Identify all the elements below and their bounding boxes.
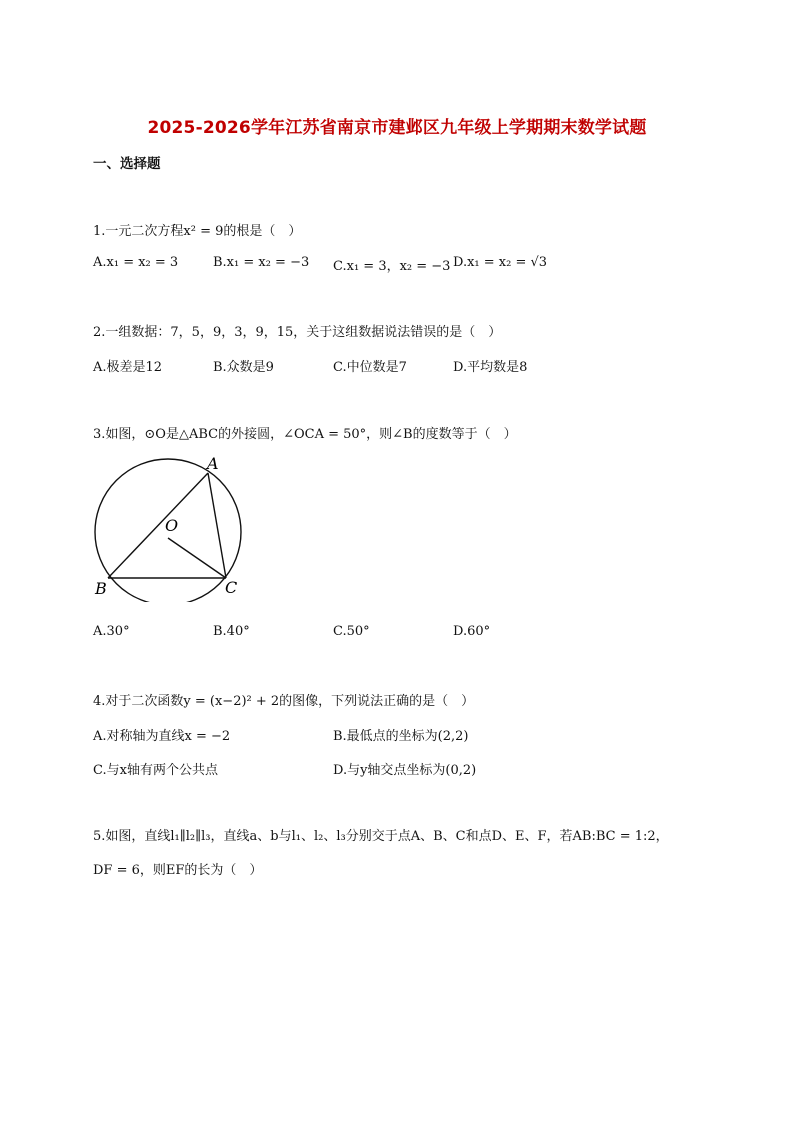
question-2-option-c: C.中位数是7 <box>333 360 407 375</box>
question-5-stem: 5.如图，直线l₁∥l₂∥l₃，直线a、b与l₁、l₂、l₃分别交于点A、B、C和点D、E、F，若AB:BC = 1:2， <box>93 829 669 844</box>
question-2-stem: 2.一组数据：7，5，9，3，9，15，关于这组数据说法错误的是（ ） <box>93 325 502 340</box>
question-1-option-a: A.x₁ = x₂ = 3 <box>93 255 179 270</box>
question-1-option-d: D.x₁ = x₂ = √3 <box>453 255 548 270</box>
question-3-option-c: C.50° <box>333 624 370 639</box>
label-a: A <box>207 454 219 473</box>
label-b: B <box>95 579 107 598</box>
question-4-stem: 4.对于二次函数y = (x−2)² + 2的图像，下列说法正确的是（ ） <box>93 694 475 709</box>
segment-ab <box>108 473 208 578</box>
question-3-stem: 3.如图，⊙O是△ABC的外接圆，∠OCA = 50°，则∠B的度数等于（ ） <box>93 427 517 442</box>
question-3-option-b: B.40° <box>213 624 250 639</box>
page-title: 2025-2026学年江苏省南京市建邺区九年级上学期期末数学试题 <box>147 118 647 138</box>
segment-oc <box>168 538 226 578</box>
question-4-option-b: B.最低点的坐标为(2,2) <box>333 729 469 744</box>
circumcircle-diagram <box>90 452 250 602</box>
question-2-option-d: D.平均数是8 <box>453 360 528 375</box>
question-1-option-b: B.x₁ = x₂ = −3 <box>213 255 310 270</box>
segment-ac <box>208 473 226 578</box>
section-heading: 一、选择题 <box>93 156 161 172</box>
question-2-option-b: B.众数是9 <box>213 360 274 375</box>
question-3-option-a: A.30° <box>93 624 130 639</box>
label-c: C <box>225 578 238 597</box>
question-4-option-c: C.与x轴有两个公共点 <box>93 763 218 778</box>
label-o: O <box>165 516 179 535</box>
question-5-stem-continued: DF = 6，则EF的长为（ ） <box>93 863 263 878</box>
question-4-option-d: D.与y轴交点坐标为(0,2) <box>333 763 477 778</box>
question-1-stem: 1.一元二次方程x² = 9的根是（ ） <box>93 224 302 239</box>
circle-figure <box>90 452 250 602</box>
question-1-option-c: C.x₁ = 3，x₂ = −3 <box>333 259 451 274</box>
question-2-option-a: A.极差是12 <box>93 360 163 375</box>
question-4-option-a: A.对称轴为直线x = −2 <box>93 729 231 744</box>
question-3-option-d: D.60° <box>453 624 491 639</box>
